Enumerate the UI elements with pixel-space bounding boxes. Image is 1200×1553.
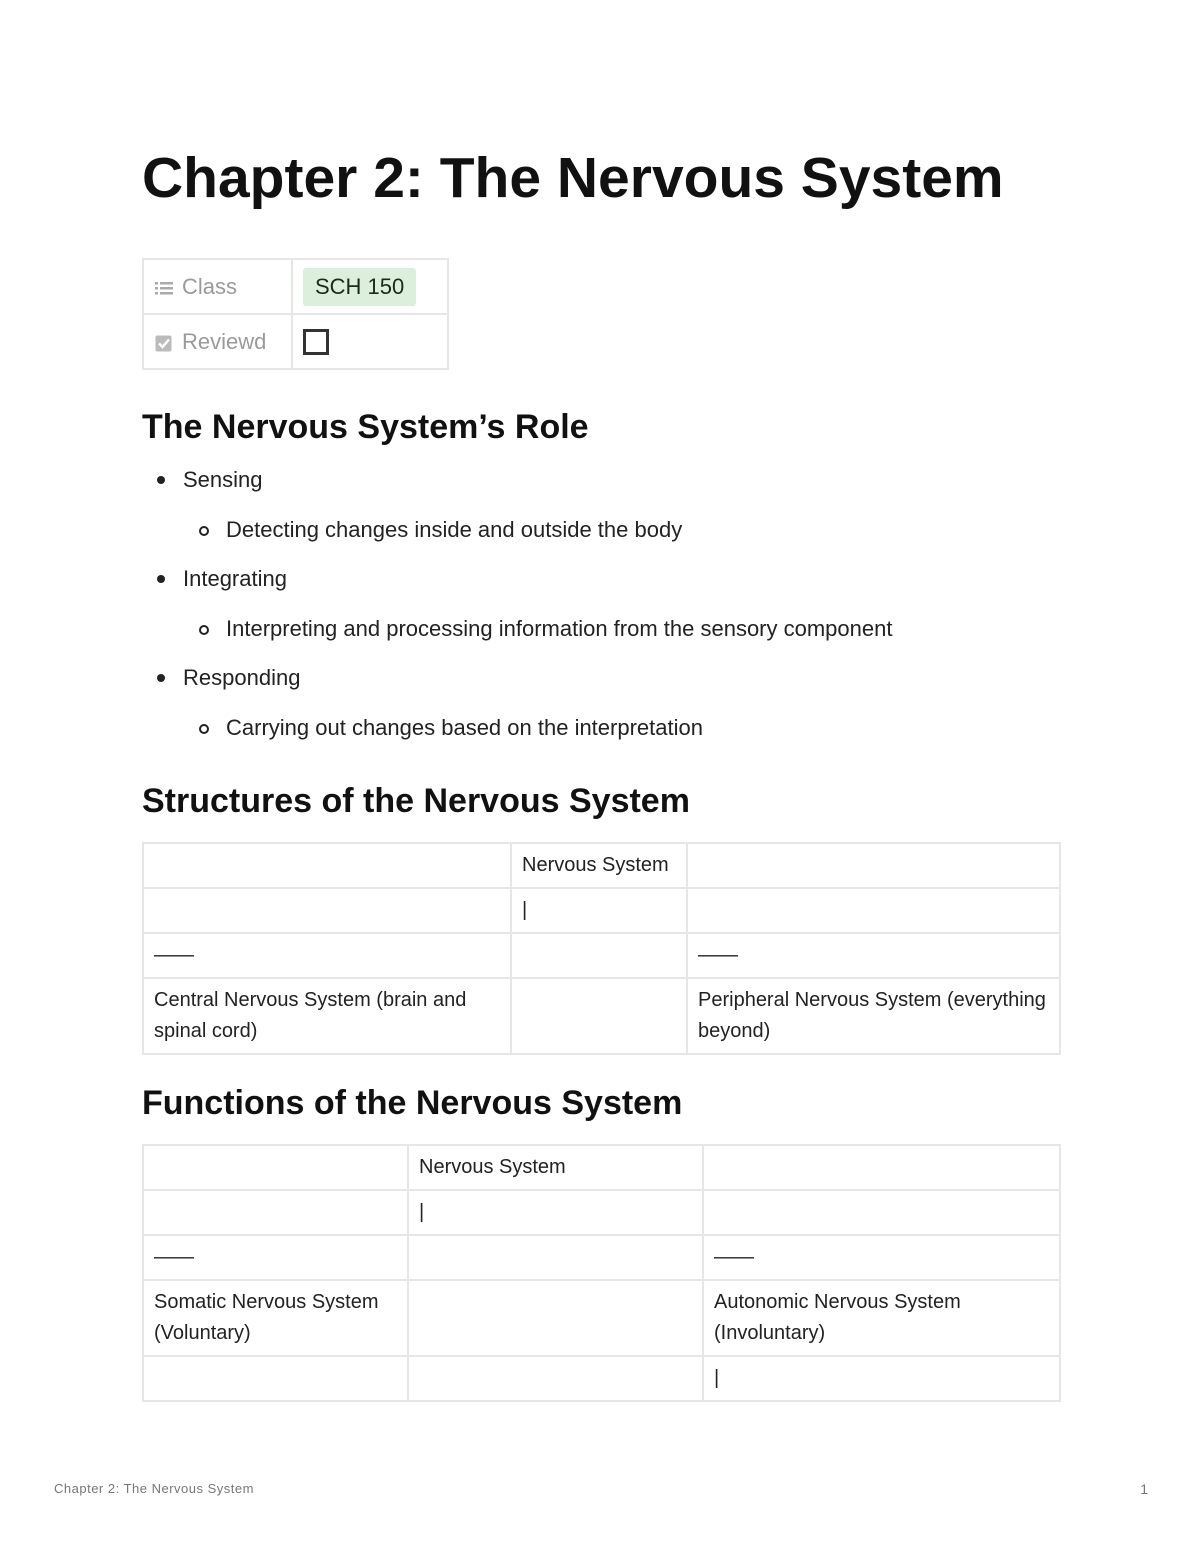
bullet-item	[142, 660, 892, 710]
bullet-text: Interpreting and processing information from the sensory component	[226, 615, 893, 641]
table-cell[interactable]: |	[703, 1356, 1060, 1401]
role-bullet-list	[142, 462, 892, 759]
table-cell[interactable]: |	[408, 1190, 703, 1235]
bullet-circle-icon	[199, 526, 209, 536]
table-cell[interactable]	[143, 1190, 408, 1235]
bullet-circle-icon	[199, 724, 209, 734]
list-icon	[154, 278, 174, 298]
bullet-text: Sensing	[183, 467, 263, 492]
bullet-item	[142, 561, 892, 611]
table-row	[143, 978, 1060, 1054]
table-row	[143, 1190, 1060, 1235]
table-cell[interactable]: Nervous System	[408, 1145, 703, 1190]
page-number: 1	[1140, 1481, 1148, 1497]
table-cell[interactable]	[408, 1280, 703, 1356]
property-row-reviewed	[143, 314, 448, 369]
table-cell[interactable]	[143, 1356, 408, 1401]
property-key	[143, 314, 292, 369]
table-cell[interactable]	[511, 933, 687, 978]
table-cell[interactable]: Autonomic Nervous System (Involuntary)	[703, 1280, 1060, 1356]
bullet-text: Integrating	[183, 566, 287, 591]
bullet-text: Detecting changes inside and outside the body	[226, 516, 683, 542]
table-cell[interactable]: Somatic Nervous System (Voluntary)	[143, 1280, 408, 1356]
sub-bullet-item	[142, 710, 892, 760]
property-value	[292, 314, 448, 369]
checkbox-icon	[154, 333, 174, 353]
sub-bullet-item	[142, 611, 892, 661]
section-heading-functions: Functions of the Nervous System	[142, 1084, 683, 1122]
property-row-class	[143, 259, 448, 314]
sub-bullet-item	[142, 512, 892, 562]
bullet-dot-icon	[157, 575, 165, 583]
bullet-circle-icon	[199, 625, 209, 635]
bullet-text: Carrying out changes based on the interpretation	[226, 714, 703, 740]
page-title: Chapter 2: The Nervous System	[142, 146, 1004, 210]
footer-title: Chapter 2: The Nervous System	[54, 1481, 254, 1496]
table-row	[143, 843, 1060, 888]
table-row	[143, 888, 1060, 933]
table-cell[interactable]	[408, 1356, 703, 1401]
property-key-label: Class	[182, 273, 238, 299]
table-cell[interactable]	[143, 843, 511, 888]
table-cell[interactable]: ——	[143, 1235, 408, 1280]
section-heading-structures: Structures of the Nervous System	[142, 782, 690, 820]
properties-table	[142, 258, 449, 370]
table-cell[interactable]	[687, 843, 1060, 888]
table-cell[interactable]	[703, 1190, 1060, 1235]
table-cell[interactable]: Central Nervous System (brain and spinal cord)	[143, 978, 511, 1054]
table-cell[interactable]: ——	[143, 933, 511, 978]
table-cell[interactable]	[703, 1145, 1060, 1190]
table-row	[143, 933, 1060, 978]
table-cell[interactable]: ——	[687, 933, 1060, 978]
bullet-text: Responding	[183, 665, 301, 690]
table-cell[interactable]: ——	[703, 1235, 1060, 1280]
table-cell[interactable]: Nervous System	[511, 843, 687, 888]
section-heading-role: The Nervous System’s Role	[142, 408, 589, 446]
table-row	[143, 1280, 1060, 1356]
table-cell[interactable]: |	[511, 888, 687, 933]
structures-table	[142, 842, 1061, 1055]
table-row	[143, 1235, 1060, 1280]
bullet-dot-icon	[157, 476, 165, 484]
class-tag[interactable]: SCH 150	[303, 268, 416, 306]
property-value[interactable]	[292, 259, 448, 314]
functions-table	[142, 1144, 1061, 1402]
property-key	[143, 259, 292, 314]
bullet-item	[142, 462, 892, 512]
property-key-label: Reviewd	[182, 328, 267, 354]
table-cell[interactable]	[143, 1145, 408, 1190]
table-row	[143, 1356, 1060, 1401]
table-cell[interactable]	[143, 888, 511, 933]
table-cell[interactable]: Peripheral Nervous System (everything beyond)	[687, 978, 1060, 1054]
table-cell[interactable]	[511, 978, 687, 1054]
table-row	[143, 1145, 1060, 1190]
table-cell[interactable]	[408, 1235, 703, 1280]
table-cell[interactable]	[687, 888, 1060, 933]
bullet-dot-icon	[157, 674, 165, 682]
reviewed-checkbox[interactable]	[303, 329, 329, 355]
